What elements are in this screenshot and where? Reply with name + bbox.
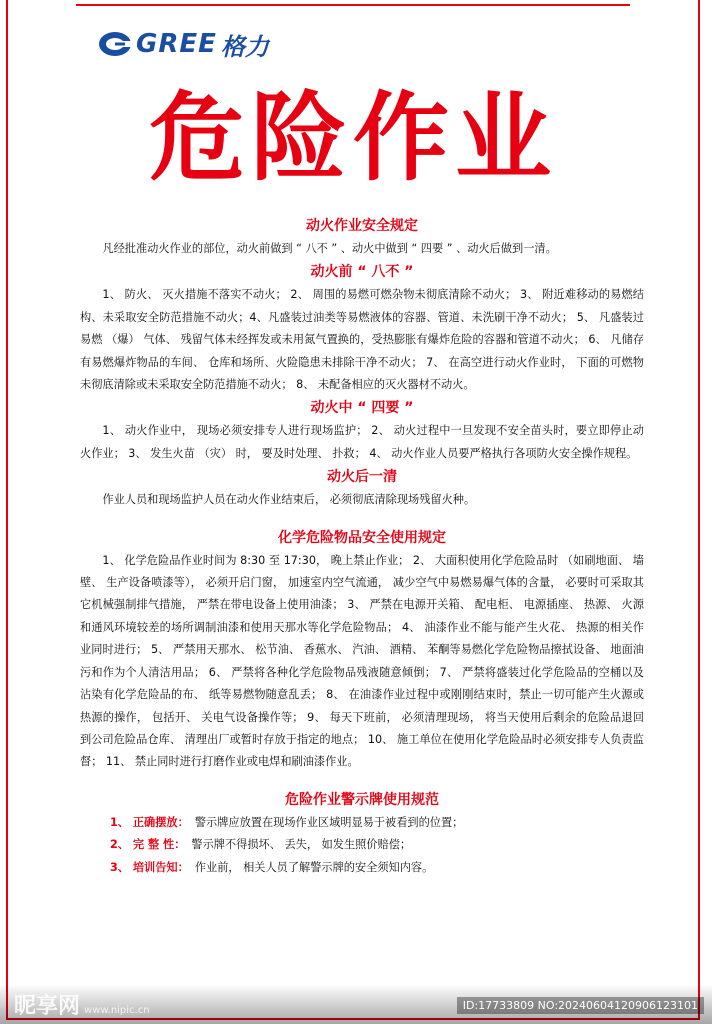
- chemical-text: 1、 化学危险品作业时间为 8:30 至 17:30， 晚上禁止作业； 2、 大面积使用化学危险品时 （如刷地面、 墙壁、 生产设备喷漆等）， 必须开启门窗， 加速室内空气流通， 减少空气中易燃易爆气体的含量， 必要时可采取其它机械强制排气措施， 严禁在带电设备上使用油漆； 3、 严禁在电源开关箱、 配电柜、 电源插座、 热源、 火源和通风环境较差的场所调制油漆和使用天那水等化学危险物品； 4、 油漆作业不能与能产生火花、 热源的相关作业同时进行； 5、 严禁用天那水、 松节油、 香蕉水、 汽油、 酒精、 苯酮等易燃化学危险物品擦拭设备、 地面油污和作为个人清洁用品； 6、 严禁将各种化学危险物品残液随意倾倒； 7、 严禁将盛装过化学危险品的空桶以及沾染有化学危险品的布、 纸等易燃物随意乱丢； 8、 在油漆作业过程中或刚刚结束时，禁止一切可能产生火源或热源的操作， 包括开、 关电气设备操作等； 9、 每天下班前， 必须清理现场， 将当天使用后剩余的危险品退回到公司危险品仓库、 清理出厂或暂时存放于指定的地点； 10、 施工单位在使用化学危险品时必须安排专人负责监督； 11、 禁止同时进行打磨作业或电焊和刷油漆作业。: [80, 553, 644, 769]
- after-heading: 动火后一清: [327, 469, 397, 486]
- content: [80, 214, 644, 879]
- warning-item-key: 2、 完 整 性：: [110, 838, 186, 852]
- watermark-logo-text: 昵享网: [14, 994, 81, 1019]
- after-text: 作业人员和现场监护人员在动火作业结束后， 必须彻底清除现场残留火种。: [102, 493, 476, 507]
- warning-item-key: 1、 正确摆放：: [110, 815, 189, 829]
- during-text: 1、 动火作业中， 现场必须安排专人进行现场监护； 2、 动火过程中一旦发现不安全苗头时，要立即停止动火作业； 3、 发生火苗 （灾） 时， 要及时处理、 扑救； 4、 动火作业人员要严格执行各项防火安全操作规程。: [80, 424, 644, 460]
- warning-item-text: 警示牌不得损坏、 丢失， 如发生照价赔偿；: [191, 838, 412, 852]
- gree-logo: [98, 24, 269, 64]
- warning-heading: 危险作业警示牌使用规范: [285, 791, 439, 808]
- fire-intro: 凡经批准动火作业的部位，动火前做到 “ 八不 ” 、动火中做到 “ 四要 ” 、动火后做到一清。: [102, 242, 557, 255]
- before-heading: 动火前 “ 八不 ”: [310, 264, 414, 281]
- warning-item: [80, 857, 644, 879]
- page-title: 危险作业: [149, 82, 557, 194]
- during-heading: 动火中 “ 四要 ”: [310, 400, 414, 417]
- brand-name-cn: 格力: [220, 31, 269, 61]
- warning-item-text: 警示牌应放置在现场作业区域明显易于被看到的位置；: [194, 815, 464, 829]
- poster-frame: [6, 0, 700, 1020]
- fire-heading: 动火作业安全规定: [306, 218, 418, 234]
- warning-item: [80, 834, 644, 856]
- brand-name: GREE: [136, 29, 217, 59]
- before-text: 1、 防火、 灭火措施不落实不动火； 2、 周围的易燃可燃杂物未彻底清除不动火； 3、 附近难移动的易燃结构、未采取安全防范措施不动火；4、凡盛装过油类等易燃液体的容器、管道、未洗刷干净不动火； 5、 凡盛装过易燃 （爆） 气体、 残留气体未经挥发或未用氮气置换的，受热膨胀有爆炸危险的容器和管道不动火； 6、 凡储存有易燃爆炸物品的车间、 仓库和场所、火险隐患未排除干净不动火； 7、 在高空进行动火作业时， 下面的可燃物未彻底清除或未采取安全防范措施不动火； 8、 未配备相应的灭火器材不动火。: [80, 288, 644, 392]
- warning-item-text: 作业前， 相关人员了解警示牌的安全须知内容。: [194, 860, 434, 874]
- watermark-bar: [0, 984, 712, 1024]
- watermark-logo: [14, 989, 150, 1020]
- chemical-heading: 化学危险物品安全使用规定: [278, 529, 446, 546]
- gree-emblem-icon: [98, 31, 132, 57]
- warning-item-key: 3、 培训告知：: [110, 860, 189, 874]
- warning-item: [80, 812, 644, 834]
- watermark-id: ID:17733809 NO:20240604120906123101: [457, 997, 704, 1014]
- watermark-url: www.nipic.cn: [84, 1005, 150, 1016]
